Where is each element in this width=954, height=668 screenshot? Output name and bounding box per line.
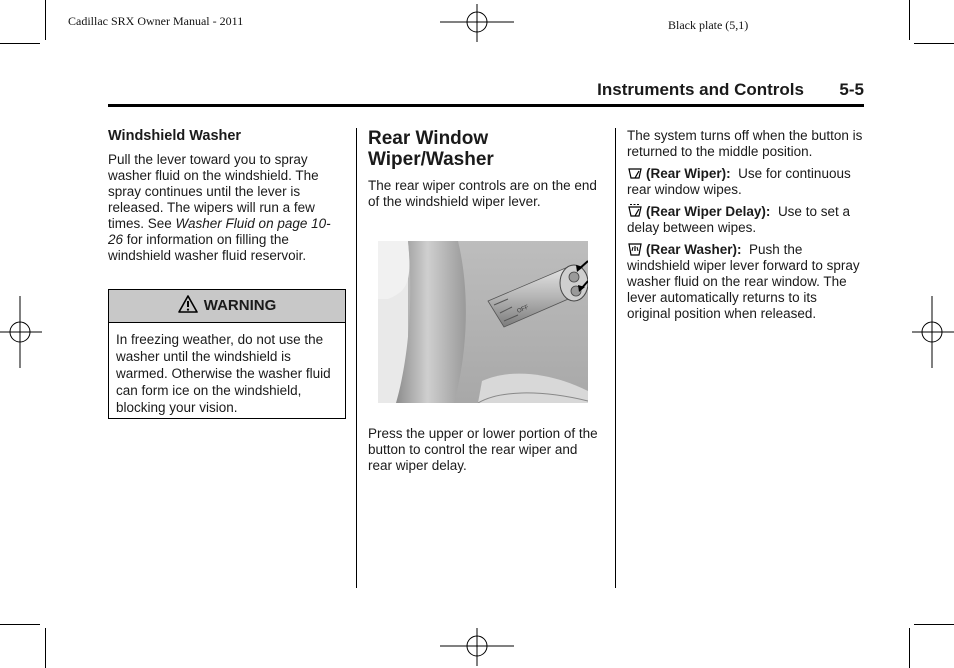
rear-washer-desc: Push the windshield wiper lever forward to spray washer fluid on the rear window. The lever automatically returns to its original position when released.: [627, 242, 860, 321]
crop-mark: [909, 628, 910, 668]
warning-box: [108, 289, 346, 419]
registration-mark-bottom: [440, 628, 514, 666]
rear-wiper-icon: [627, 166, 643, 180]
rear-wiper-heading: Rear Window Wiper/Washer: [368, 128, 494, 170]
windshield-washer-text-b: for information on filling the windshield washer fluid reservoir.: [108, 232, 307, 263]
warning-header: [109, 290, 345, 323]
rear-wiper-desc: Use for continuous rear window wipes.: [627, 166, 851, 197]
warning-label: WARNING: [203, 297, 277, 314]
crop-mark: [45, 628, 46, 668]
rear-wiper-delay-item: [627, 204, 863, 236]
rear-washer-icon: [627, 242, 643, 256]
system-off-text: The system turns off when the button is returned to the middle position.: [627, 128, 863, 159]
column-2-bottom: [368, 426, 598, 474]
windshield-washer-text: [108, 152, 340, 264]
rear-wiper-item: [627, 166, 863, 198]
registration-mark-top: [440, 4, 514, 42]
rear-wiper-label: (Rear Wiper):: [646, 166, 731, 181]
crop-mark: [0, 624, 40, 625]
section-title: Instruments and Controls: [597, 80, 804, 99]
windshield-washer-heading: Windshield Washer: [108, 128, 242, 144]
column-1: [108, 128, 340, 264]
rear-washer-item: [627, 242, 863, 322]
rear-washer-label: (Rear Washer):: [646, 242, 742, 257]
crop-mark: [909, 0, 910, 40]
rear-wiper-delay-icon: [627, 204, 643, 218]
plate-label: Black plate (5,1): [668, 18, 749, 32]
windshield-washer-text-a: Pull the lever toward you to spray washer fluid on the windshield. The spray continues until the lever is released. The wipers will run a few times. See: [108, 152, 319, 231]
page-number: 5-5: [839, 80, 864, 99]
column-divider: [615, 128, 616, 588]
column-2: [368, 128, 598, 210]
washer-fluid-reference-link[interactable]: Washer Fluid on page 10-26: [108, 216, 331, 247]
column-divider: [356, 128, 357, 588]
rear-wiper-delay-desc: Use to set a delay between wipes.: [627, 204, 850, 235]
section-header: [108, 78, 864, 107]
registration-mark-right: [912, 296, 954, 368]
crop-mark: [914, 43, 954, 44]
crop-mark: [914, 624, 954, 625]
manual-title: Cadillac SRX Owner Manual - 2011: [68, 14, 244, 28]
crop-mark: [45, 0, 46, 40]
wiper-lever-illustration: [378, 241, 588, 403]
warning-triangle-icon: [178, 295, 198, 313]
svg-text:OFF: OFF: [516, 304, 530, 315]
registration-mark-left: [0, 296, 42, 368]
warning-text: In freezing weather, do not use the washer until the windshield is warmed. Otherwise the washer fluid can form ice on the windshield, blocking your vision.: [116, 332, 331, 415]
rear-wiper-delay-label: (Rear Wiper Delay):: [646, 204, 771, 219]
column-3: [627, 128, 863, 322]
crop-mark: [0, 43, 40, 44]
rear-wiper-after-image-text: Press the upper or lower portion of the button to control the rear wiper and rear wiper delay.: [368, 426, 598, 473]
rear-wiper-intro: The rear wiper controls are on the end of the windshield wiper lever.: [368, 178, 597, 209]
